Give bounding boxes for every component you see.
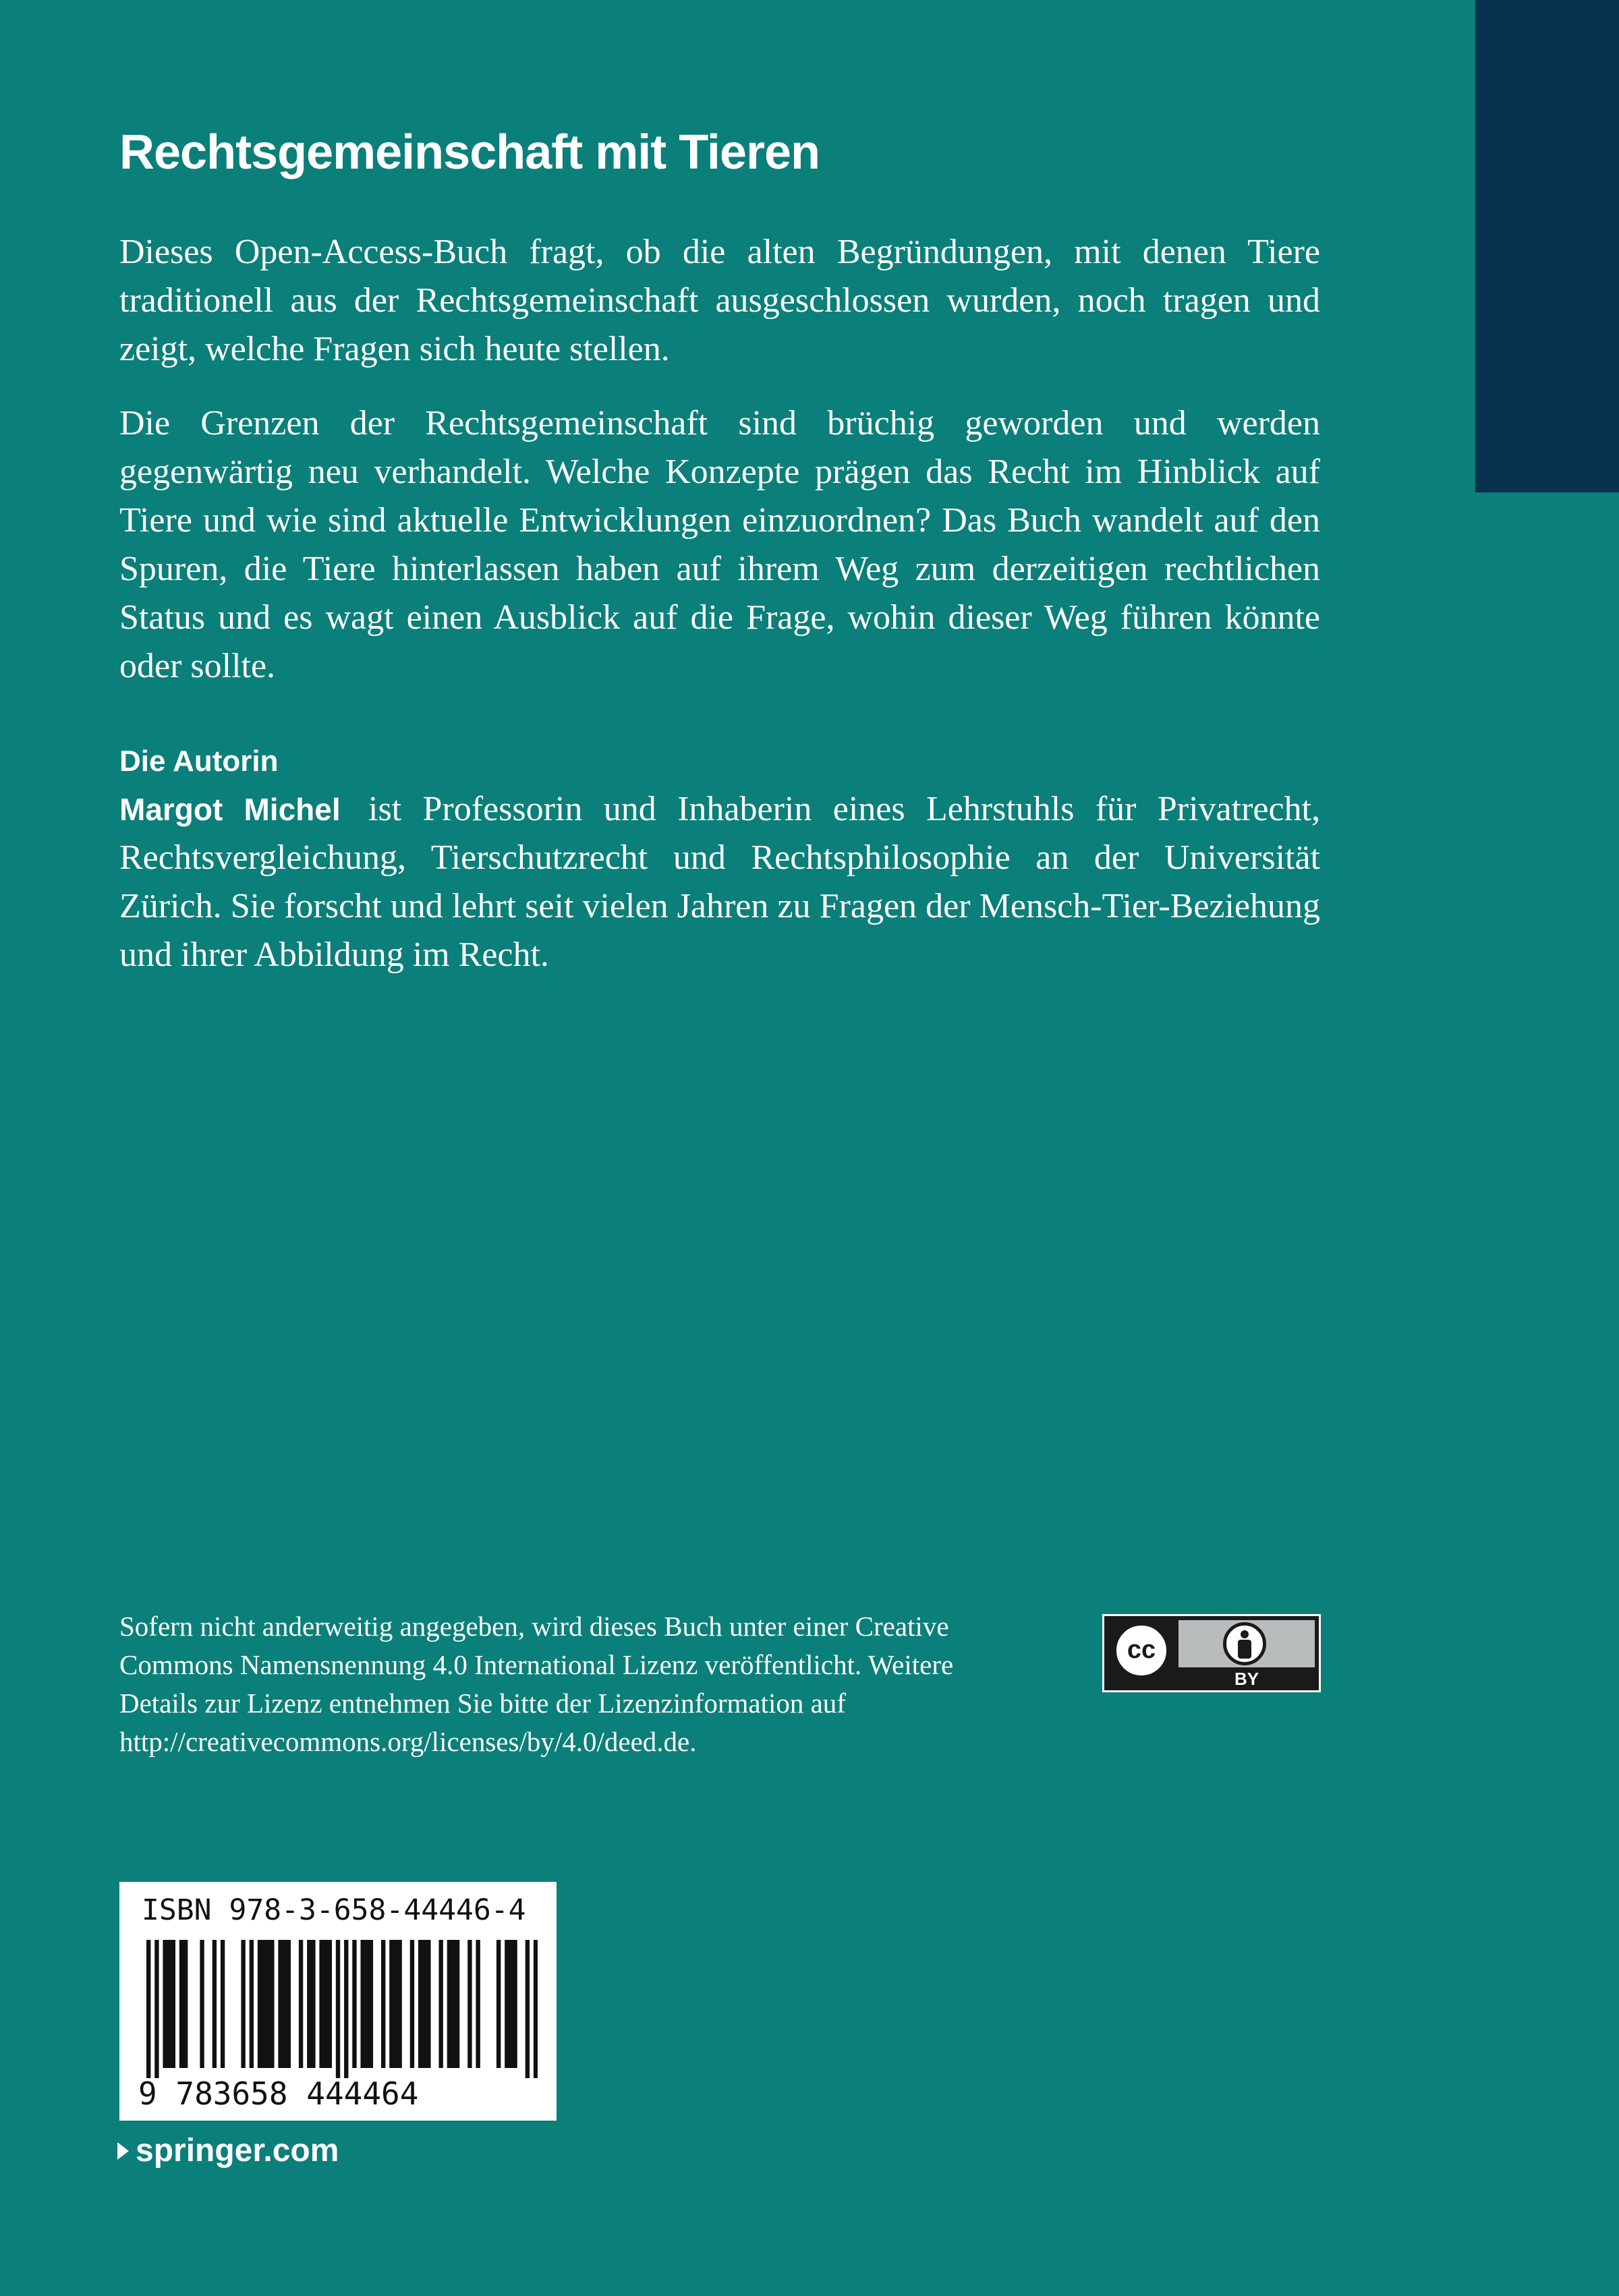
barcode-bar [328, 1940, 332, 2068]
barcode-bar [221, 1940, 225, 2068]
barcode-bar [526, 1940, 530, 2078]
cc-by-badge[interactable] [1102, 1614, 1321, 1692]
barcode-bar [476, 1940, 480, 2068]
badge-by-label: BY [1234, 1669, 1259, 1689]
barcode-bar [410, 1940, 414, 2068]
barcode-bar [287, 1940, 291, 2068]
barcode-bar [278, 1940, 282, 2068]
barcode-bar [365, 1940, 369, 2068]
barcode-bar [509, 1940, 513, 2068]
author-bio [119, 785, 1320, 979]
triangle-right-icon [117, 2142, 129, 2160]
book-title: Rechtsgemeinschaft mit Tieren [119, 125, 820, 179]
barcode-bar [212, 1940, 217, 2068]
springer-link[interactable] [117, 2129, 339, 2173]
barcode-bar [258, 1940, 262, 2068]
intro-paragraph: Dieses Open-Access-Buch fragt, ob die alten Begründungen, mit denen Tiere traditionell aus der Rechtsgemeinschaft ausgeschlossen wurden, noch tragen und zeigt, welche Fragen sich heute stellen. [119, 233, 1320, 368]
barcode-bar [534, 1940, 538, 2078]
ean-digits: 9 783658 444464 [138, 2075, 419, 2112]
barcode-bar [426, 1940, 430, 2068]
barcode-bar [451, 1940, 455, 2068]
barcode-bar [179, 1940, 183, 2068]
barcode-bar [496, 1940, 501, 2068]
barcode-bar [299, 1940, 303, 2068]
barcode-bar [241, 1940, 245, 2068]
barcode-bar [146, 1940, 150, 2078]
barcode-panel [119, 1882, 557, 2121]
barcode-bar [389, 1940, 393, 2068]
barcode-bar [266, 1940, 270, 2068]
barcode-bar [418, 1940, 422, 2068]
author-heading: Die Autorin [119, 745, 279, 778]
barcode-bar [369, 1940, 373, 2068]
barcode-bar [311, 1940, 315, 2068]
barcode-icon [146, 1940, 538, 2078]
barcode-bar [163, 1940, 167, 2068]
description-paragraph: Die Grenzen der Rechtsgemeinschaft sind brüchig geworden und werden gegenwärtig neu verhandelt. Welche Konzepte prägen das Recht im Hinblick auf Tiere und wie sind aktuelle Entwicklungen einzuordnen? Das Buch wandelt auf den Spuren, die Tiere hinterlassen haben auf ihrem Weg zum derzeitigen rechtlichen Status und es wagt einen Ausblick auf die Frage, wohin dieser Weg führen könnte oder sollte. [119, 404, 1320, 685]
attribution-person-icon [1223, 1622, 1266, 1665]
barcode-bar [513, 1940, 517, 2068]
barcode-bar [200, 1940, 204, 2068]
barcode-bar [307, 1940, 311, 2068]
barcode-bar [352, 1940, 356, 2068]
barcode-bar [381, 1940, 385, 2068]
barcode-bar [455, 1940, 459, 2068]
author-name: Margot Michel [119, 792, 341, 827]
barcode-bar [250, 1940, 254, 2068]
springer-link-label[interactable]: springer.com [136, 2133, 339, 2169]
barcode-bar [171, 1940, 175, 2068]
barcode-bar [467, 1940, 472, 2068]
author-bio-text: ist Professorin und Inhaberin eines Lehrstuhls für Privatrecht, Rechtsvergleichung, Tierschutzrecht und Rechtsphilosophie an der Universität Zürich. Sie forscht und lehrt seit vielen Jahren zu Fragen der Mensch-Tier-Beziehung und ihrer Abbildung im Recht. [119, 790, 1320, 974]
barcode-bar [270, 1940, 274, 2068]
cc-icon: cc [1112, 1621, 1170, 1680]
barcode-bar [505, 1940, 509, 2068]
barcode-bar [324, 1940, 328, 2068]
barcode-bar [154, 1940, 159, 2078]
barcode-bar [397, 1940, 401, 2068]
barcode-bar [422, 1940, 426, 2068]
barcode-bar [262, 1940, 266, 2068]
barcode-bar [319, 1940, 323, 2068]
license-notice: Sofern nicht anderweitig angegeben, wird dieses Buch unter einer Creative Commons Namensnennung 4.0 International Lizenz veröffentlicht. Weitere Details zur Lizenz entnehmen Sie bitte der Lizenzinformation auf http://creativecommons.org/licenses/by/4.0/deed.de. [119, 1611, 954, 1757]
barcode-bar [282, 1940, 286, 2068]
barcode-bar [336, 1940, 340, 2078]
barcode-bar [393, 1940, 397, 2068]
barcode-bar [167, 1940, 171, 2068]
barcode-bar [344, 1940, 348, 2078]
isbn-label: ISBN 978-3-658-44446-4 [142, 1893, 526, 1927]
barcode-bar [360, 1940, 364, 2068]
barcode-bar [438, 1940, 443, 2068]
corner-color-band [1475, 0, 1619, 492]
barcode-bar [447, 1940, 451, 2068]
barcode-bar [183, 1940, 188, 2068]
